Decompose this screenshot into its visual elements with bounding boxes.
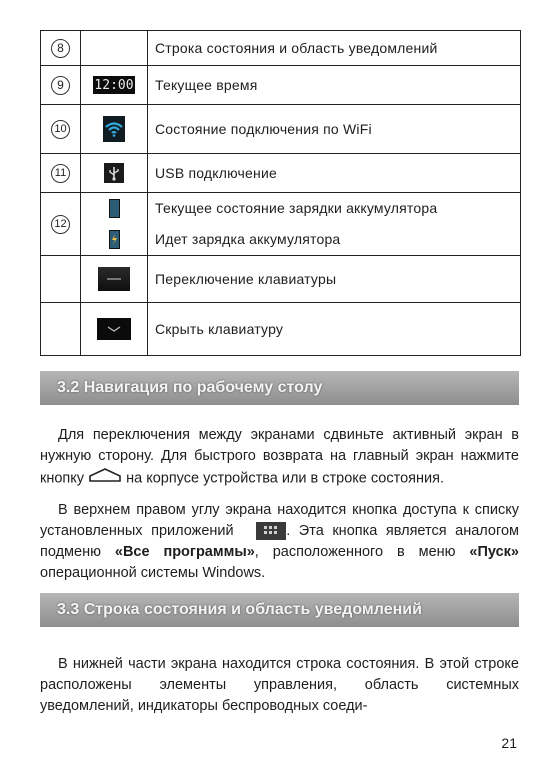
icons-table bbox=[40, 30, 521, 356]
home-icon bbox=[88, 467, 122, 490]
row-description: Скрыть клавиатуру bbox=[155, 321, 284, 337]
page-number: 21 bbox=[501, 735, 517, 751]
wifi-icon bbox=[103, 116, 125, 142]
row-description: Состояние подключения по WiFi bbox=[155, 121, 372, 137]
table-row bbox=[41, 31, 520, 66]
row-description: Переключение клавиатуры bbox=[155, 271, 337, 287]
clock-icon: 12:00 bbox=[94, 77, 134, 93]
row-description: Идет зарядка аккумулятора bbox=[155, 231, 341, 247]
row-number: 9 bbox=[51, 76, 70, 95]
row-description: USB подключение bbox=[155, 165, 277, 181]
row-description: Строка состояния и область уведомлений bbox=[155, 40, 438, 56]
row-number: 10 bbox=[51, 120, 70, 139]
usb-icon bbox=[104, 163, 124, 183]
row-number: 11 bbox=[51, 164, 70, 183]
table-row bbox=[41, 193, 520, 256]
battery-charging-icon bbox=[109, 230, 120, 249]
section-heading: 3.3 Строка состояния и область уведомлений bbox=[40, 593, 519, 627]
paragraph: В верхнем правом углу экрана находится кнопка доступа к списку установленных приложений . Эта кнопка является аналогом подменю «Все программы», расположенного в меню «Пуск» операционной системы Windows. bbox=[40, 502, 519, 581]
table-subrow bbox=[81, 223, 520, 255]
table-row bbox=[41, 105, 520, 154]
keyboard-switch-icon bbox=[98, 267, 130, 291]
table-row bbox=[41, 154, 520, 193]
row-number: 8 bbox=[51, 39, 70, 58]
table-row bbox=[41, 303, 520, 356]
table-subrow bbox=[81, 193, 520, 223]
paragraph: Для переключения между экранами сдвиньте активный экран в нужную сторону. Для быстрого возврата на главный экран нажмите кнопку на корпусе устройства или в строке состояния. bbox=[40, 425, 519, 490]
table-row bbox=[41, 256, 520, 303]
section-heading: 3.2 Навигация по рабочему столу bbox=[40, 371, 519, 405]
battery-icon bbox=[109, 199, 120, 218]
keyboard-hide-icon bbox=[97, 318, 131, 340]
row-description: Текущее состояние зарядки аккумулятора bbox=[155, 200, 438, 216]
table-row bbox=[41, 66, 520, 105]
row-number: 12 bbox=[51, 215, 70, 234]
paragraph: В нижней части экрана находится строка состояния. В этой строке расположены элементы управления, область системных уведомлений, индикаторы беспроводных соеди- bbox=[40, 656, 519, 714]
row-description: Текущее время bbox=[155, 77, 258, 93]
all-apps-icon bbox=[256, 522, 286, 540]
